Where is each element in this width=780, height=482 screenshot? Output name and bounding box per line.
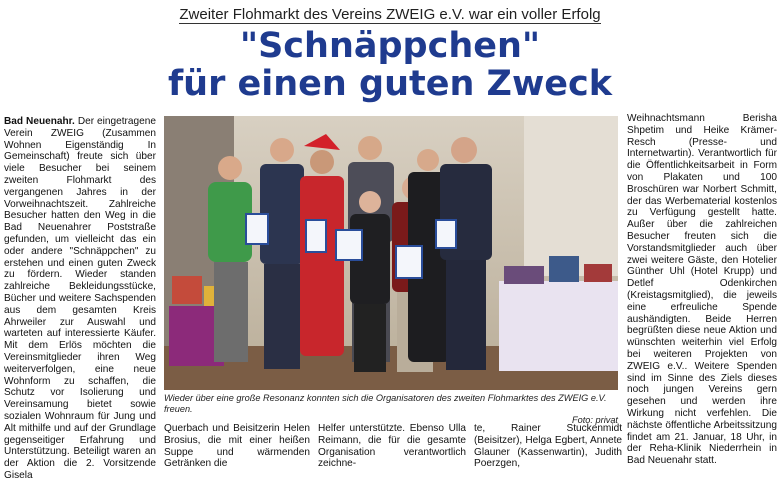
caption-text: Wieder über eine große Resonanz konnten sich die Organisatoren des zweiten Flohmarktes des ZWEIG e.V. freuen. bbox=[164, 393, 607, 414]
photo-caption bbox=[164, 393, 618, 426]
article-column-3 bbox=[318, 423, 466, 470]
group-photo-illustration bbox=[164, 116, 618, 390]
article-photo bbox=[164, 116, 618, 390]
article-text-col5: Weihnachtsmann Berisha Shpetim und Heike Krämer-Resch (Presse- und Internetwartin). Verantwortlich für die Öffentlichkeitsarbeit in Form von Plakaten und 100 Broschüren war Norbert Schmitt, der das Werbematerial kostenlos zu Verfügung gestellt hatte. Außer über die zahlreichen Besucher freuten sich die Vorstandsmitglieder auch über zwei weitere Gäste, den Hotelier Günther Uhl (Hotel Krupp) und Detlef Odenkirchen (Kreistagsmitglied), die jeweils eine erfreuliche Spende aushändigten. Beide Herren begrüßten diese neue Aktion und wünschten weiterhin viel Erfolg bei weiteren Projekten von ZWEIG e.V.. Weitere Spenden sind im Sinne des Ziels dieses noch jungen Vereins gern gesehen und werden ihre Wirkung nicht verfehlen. Die nächste öffentliche Arbeitssitzung findet am 21. Januar, 18 Uhr, in der Reha-Klinik Niederrhein in Bad Neuenahr statt. bbox=[627, 113, 777, 467]
article-text-col3: Helfer unterstützte. Ebenso Ulla Reimann, die für die gesamte Organisation verantwortlich zeichne- bbox=[318, 423, 466, 470]
dateline: Bad Neuenahr. bbox=[4, 116, 75, 127]
headline bbox=[0, 27, 780, 103]
photo-credit: Foto: privat bbox=[572, 415, 618, 425]
headline-line-1: "Schnäppchen" bbox=[239, 26, 541, 66]
person-5 bbox=[350, 191, 390, 372]
article-text-col4: te, Rainer Stuckenmidt (Beisitzer), Helga Egbert, Annete Glauner (Kassenwartin), Judith Poerzgen, bbox=[474, 423, 622, 470]
kicker-text: Zweiter Flohmarkt des Vereins ZWEIG e.V. war ein voller Erfolg bbox=[179, 6, 601, 23]
article-column-4 bbox=[474, 423, 622, 470]
person-2 bbox=[260, 138, 304, 369]
article-text-col1: Der eingetragene Verein ZWEIG (Zusammen Wohnen Eigenständig In Gemeinschaft) freute sich über viele Besucher bei seinem zweiten Flohmarkt des vergangenen Jahres in der Vorweihnachtszeit. Zahlreiche Besucher hatten den Weg in die Bad Neuenahrer Poststraße gefunden, um vielleicht das ein oder andere "Schnäppchen" zu erstehen und einen guten Zweck zu fördern. Wieder standen zahlreiche Bekleidungsstücke, Bücher und weitere Sachspenden aus dem gesamten Kreis Ahrweiler zur Auswahl und warteten auf interessierte Käufer. Mit dem Erlös möchten die Vereinsmitglieder ihren Weg weiterverfolgen, eine neue Wohnform zu schaffen, die Schutz vor Isolierung und Vereinsamung bietet sowie sozialen Wohnraum für Jung und Alt mithilfe und auf der Grundlage gegenseitiger Erfahrung und Unterstützung. Beteiligt waren an der Aktion die 2. Vorsitzende Gisela bbox=[4, 116, 156, 481]
kicker bbox=[0, 6, 780, 23]
headline-line-2: für einen guten Zweck bbox=[167, 64, 613, 104]
person-8 bbox=[440, 137, 492, 370]
person-1 bbox=[208, 156, 252, 362]
article-column-5 bbox=[627, 113, 777, 467]
article-column-1 bbox=[4, 116, 156, 482]
article-column-2 bbox=[164, 423, 310, 470]
article-text-col2: Querbach und Beisitzerin Helen Brosius, die mit einer heißen Suppe und wärmenden Getränken die bbox=[164, 423, 310, 470]
